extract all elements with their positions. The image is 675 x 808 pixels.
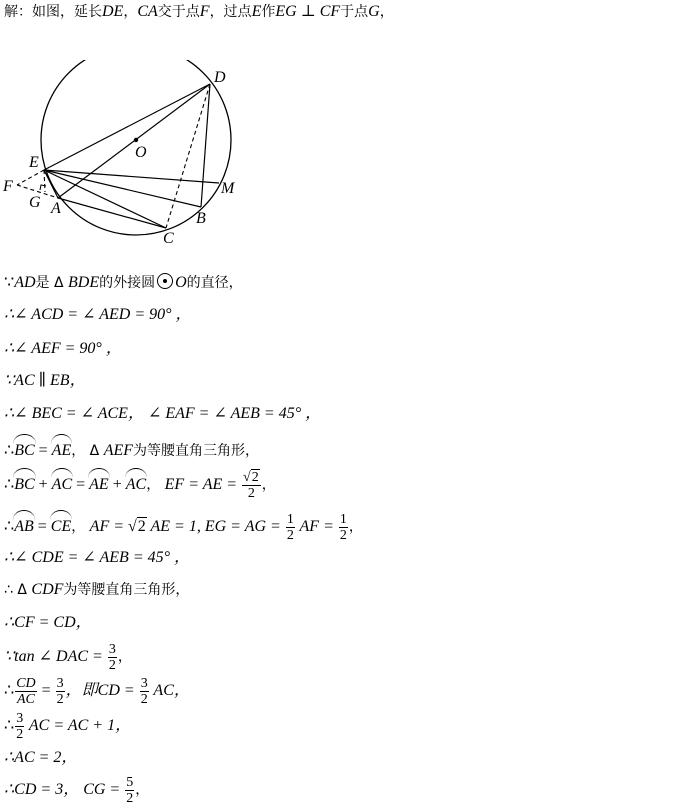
fraction-3-2 bbox=[108, 642, 117, 673]
step-6-text: ， Δ bbox=[71, 443, 104, 459]
step-11: ∴CF = CD， bbox=[4, 614, 92, 631]
geometry-figure bbox=[0, 60, 260, 250]
comma: ， bbox=[135, 782, 150, 799]
label-e: E bbox=[29, 154, 39, 171]
segment-ad: AD bbox=[14, 274, 36, 291]
step-13 bbox=[4, 676, 190, 707]
fraction-3-2 bbox=[56, 676, 65, 707]
step-5: ∴∠ BEC = ∠ ACE， ∠ EAF = ∠ AEB = 45° ， bbox=[4, 405, 322, 422]
comma: ， bbox=[146, 477, 165, 494]
label-f: F bbox=[3, 178, 13, 195]
label-o: O bbox=[135, 144, 147, 161]
step-3: ∴∠ AEF = 90° ， bbox=[4, 340, 122, 357]
equals: = bbox=[37, 682, 55, 700]
step-1 bbox=[4, 273, 243, 293]
plus: + bbox=[108, 476, 126, 494]
step-4: ∵AC ∥ EB， bbox=[4, 372, 86, 389]
triangle-cdf: CDF bbox=[31, 581, 64, 598]
arc-bc: BC bbox=[14, 437, 34, 461]
numerator: 1 bbox=[339, 512, 347, 527]
because-symbol: ∵ bbox=[4, 274, 15, 291]
denominator: 2 bbox=[247, 486, 255, 501]
arc-bc: BC bbox=[14, 471, 34, 495]
denominator: AC bbox=[16, 692, 35, 707]
intro-text-2: 交于点 bbox=[157, 4, 200, 20]
therefore-symbol: ∴ bbox=[4, 442, 15, 459]
fraction-5-2 bbox=[125, 775, 134, 806]
numerator: 3 bbox=[108, 642, 116, 657]
therefore-symbol: ∴ bbox=[4, 682, 15, 700]
fraction-3-2 bbox=[15, 711, 24, 742]
equals: = bbox=[34, 442, 52, 459]
step-1-text-3: 的直径， bbox=[186, 275, 243, 291]
comma: ， bbox=[261, 477, 276, 494]
therefore-symbol: ∴ bbox=[4, 476, 15, 494]
arc-ae: AE bbox=[52, 437, 72, 461]
step-16 bbox=[4, 775, 149, 806]
numerator: CD bbox=[16, 676, 36, 691]
step-6 bbox=[4, 437, 259, 461]
triangle-aef: AEF bbox=[103, 442, 134, 459]
comma: ， bbox=[117, 649, 132, 666]
arc-ab: AB bbox=[14, 513, 34, 537]
line-eg-dashed bbox=[44, 170, 45, 192]
step-15: ∴AC = 2， bbox=[4, 749, 78, 766]
point-e: E bbox=[251, 3, 262, 20]
radicand: 2 bbox=[137, 518, 146, 536]
segment-cf: CF bbox=[319, 3, 341, 20]
therefore-symbol: ∴ bbox=[4, 717, 15, 735]
circle-o-name: O bbox=[175, 274, 187, 291]
cd-equation: ，即CD = bbox=[65, 682, 139, 700]
ac-equation: AC = AC + 1， bbox=[25, 717, 132, 735]
numerator: 5 bbox=[126, 775, 134, 790]
line-db bbox=[201, 84, 210, 207]
step-7 bbox=[4, 470, 276, 501]
therefore-symbol: ∴ bbox=[4, 518, 15, 536]
segment-eg: EG bbox=[275, 3, 297, 20]
comma: ， bbox=[123, 4, 138, 20]
tan-equation: ∵tan ∠ DAC = bbox=[4, 648, 107, 666]
arc-ae: AE bbox=[89, 471, 109, 495]
intro-text-5: 于点 bbox=[340, 4, 369, 20]
denominator: 2 bbox=[339, 528, 347, 543]
label-a: A bbox=[51, 200, 61, 217]
denominator: 2 bbox=[126, 791, 134, 806]
arc-ac: AC bbox=[52, 471, 72, 495]
denominator: 2 bbox=[16, 727, 24, 742]
denominator: 2 bbox=[140, 692, 148, 707]
plus: + bbox=[34, 476, 52, 494]
step-1-text-2: 的外接圆 bbox=[99, 275, 156, 291]
segment-ca: CA bbox=[137, 3, 158, 20]
radicand: 2 bbox=[251, 470, 259, 485]
intro-text: 解：如图，延长 bbox=[4, 4, 102, 20]
intro-end: ， bbox=[379, 4, 394, 20]
sqrt-symbol: √2 bbox=[128, 518, 146, 536]
line-ed bbox=[44, 84, 210, 170]
eg-equation: AE = 1, EG = AG = bbox=[146, 518, 285, 536]
cd-cg-equation: ∴CD = 3， CG = bbox=[4, 781, 125, 799]
segment-de: DE bbox=[102, 3, 124, 20]
arc-ac-2: AC bbox=[126, 471, 146, 495]
label-b: B bbox=[196, 210, 206, 227]
line-ef-dashed bbox=[17, 170, 44, 185]
solution-intro bbox=[4, 2, 394, 22]
step-9: ∴∠ CDE = ∠ AEB = 45° ， bbox=[4, 549, 191, 566]
denominator: 2 bbox=[56, 692, 64, 707]
label-g: G bbox=[29, 194, 41, 211]
numerator: 3 bbox=[16, 711, 24, 726]
sqrt-symbol: √2 bbox=[243, 470, 259, 485]
fraction-3-2-b bbox=[140, 676, 149, 707]
equals: = bbox=[72, 476, 90, 494]
denominator: 2 bbox=[286, 528, 294, 543]
fraction-sqrt2-over-2 bbox=[242, 470, 261, 501]
label-d: D bbox=[214, 69, 226, 86]
circle-dot-icon bbox=[157, 273, 173, 289]
numerator: 3 bbox=[140, 676, 148, 691]
label-c: C bbox=[163, 230, 174, 247]
step-14 bbox=[4, 711, 131, 742]
ac-term: AC， bbox=[149, 682, 190, 700]
step-12 bbox=[4, 642, 132, 673]
fraction-cd-ac bbox=[15, 676, 36, 707]
point-g: G bbox=[368, 3, 380, 20]
step-6-text-2: 为等腰直角三角形， bbox=[133, 443, 260, 459]
step-8 bbox=[4, 512, 363, 543]
denominator: 2 bbox=[108, 658, 116, 673]
comma: ， bbox=[348, 519, 363, 536]
therefore-symbol: ∴ Δ bbox=[4, 582, 32, 598]
af-equation: AF = bbox=[89, 518, 129, 536]
step-10 bbox=[4, 580, 189, 600]
step-1-text: 是 Δ bbox=[35, 275, 68, 291]
point-f: F bbox=[199, 3, 210, 20]
fraction-half-2 bbox=[339, 512, 348, 543]
equals: = bbox=[33, 518, 51, 536]
arc-ce: CE bbox=[51, 513, 71, 537]
label-m: M bbox=[221, 180, 235, 197]
ef-equation: EF = AE = bbox=[164, 476, 242, 494]
numerator: 3 bbox=[56, 676, 64, 691]
step-10-text: 为等腰直角三角形， bbox=[63, 582, 190, 598]
af-term: AF = bbox=[295, 518, 338, 536]
numerator: 1 bbox=[286, 512, 294, 527]
perp-symbol: ⊥ bbox=[296, 3, 320, 20]
step-2: ∴∠ ACD = ∠ AED = 90° ， bbox=[4, 306, 192, 323]
fraction-half bbox=[286, 512, 295, 543]
intro-text-3: ，过点 bbox=[209, 4, 252, 20]
triangle-bde: BDE bbox=[68, 274, 100, 291]
comma: ， bbox=[71, 519, 90, 536]
intro-text-4: 作 bbox=[261, 4, 276, 20]
